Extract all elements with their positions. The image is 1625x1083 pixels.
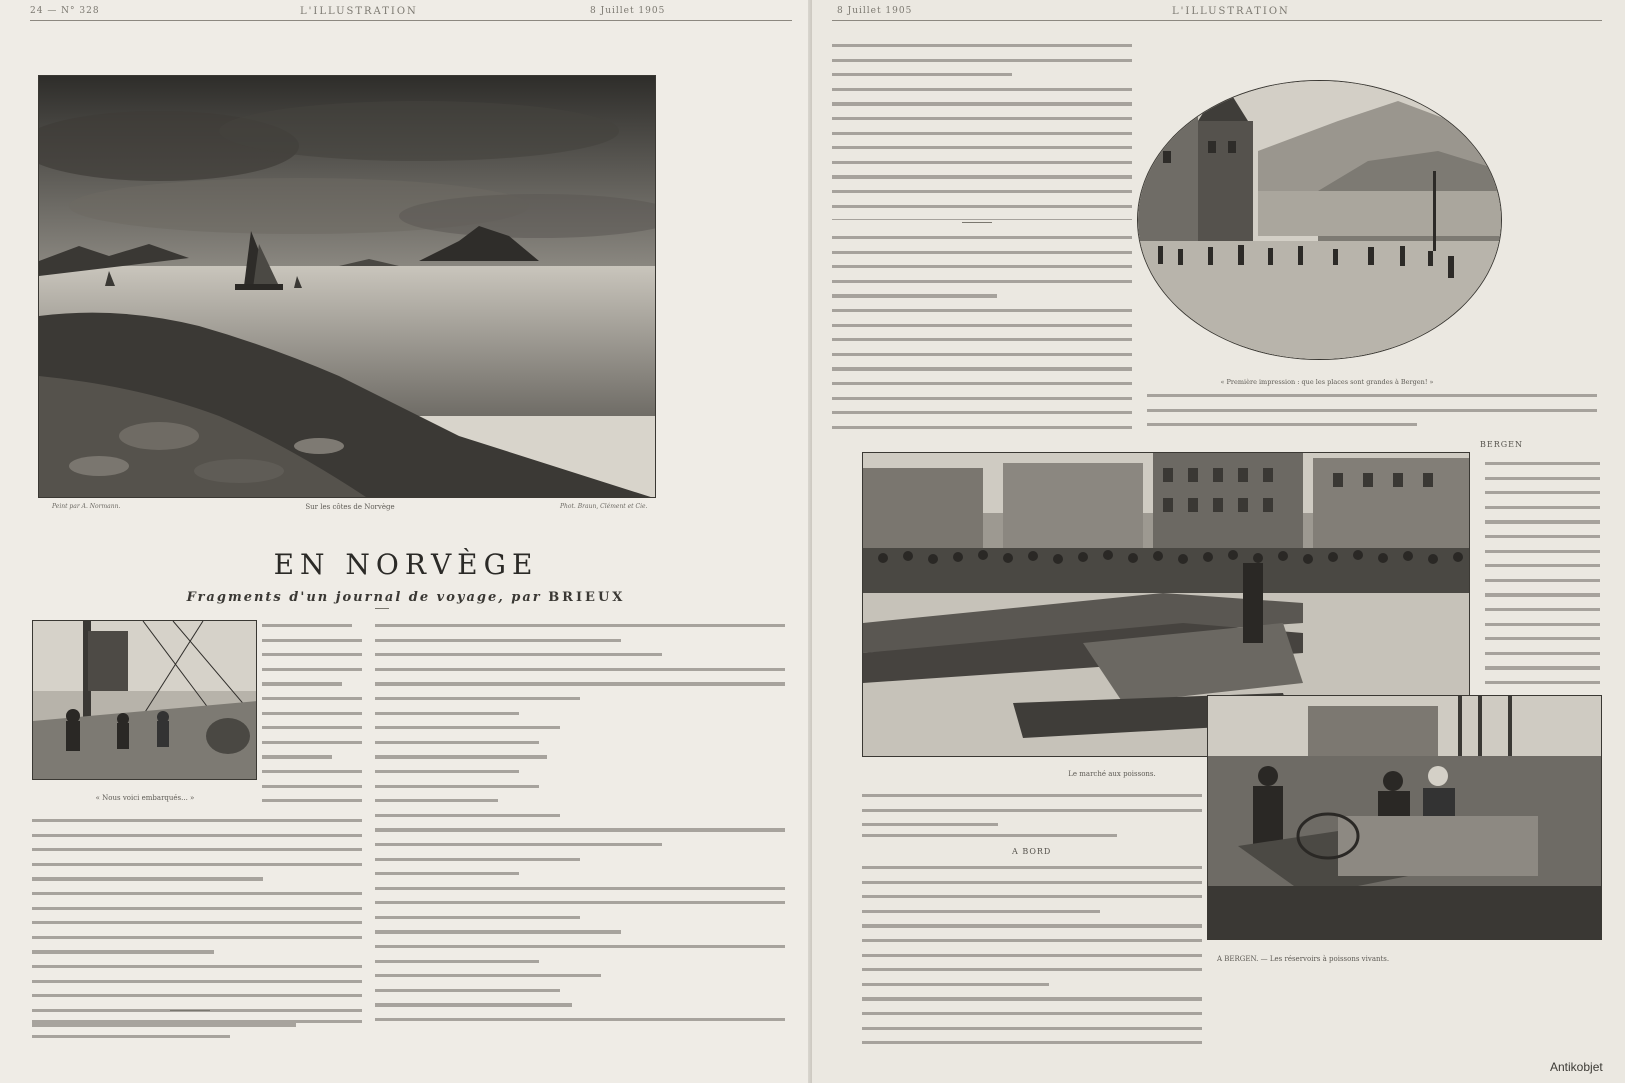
intro-text-tail [32, 1016, 362, 1038]
fish-reservoir-photo [1207, 695, 1602, 940]
seascape-photo [38, 75, 656, 498]
left-page [0, 0, 812, 1083]
fish-market-caption: Le marché aux poissons. [1068, 770, 1156, 778]
aboard-heading: A BORD [1012, 847, 1052, 856]
intro-text-column [32, 815, 362, 1035]
ship-deck-illustration [33, 621, 257, 780]
article-subtitle [0, 590, 812, 605]
top-rule [30, 20, 792, 21]
seascape-caption: Sur les côtes de Norvège [305, 503, 395, 511]
left-running-head: L'ILLUSTRATION [300, 6, 418, 17]
painter-credit: Peint par A. Normann. [52, 503, 121, 510]
fish-reservoir-caption: A BERGEN. — Les réservoirs à poissons vivants. [1217, 955, 1390, 963]
article-title: EN NORVÈGE [273, 548, 539, 581]
left-page-number: 24 — N° 328 [30, 6, 100, 16]
dialogue-text-column [375, 620, 785, 1030]
intro-text-narrow [262, 620, 362, 810]
photo-credit: Phot. Braun, Clément et Cie. [560, 503, 648, 510]
column-divider-mark [375, 608, 389, 609]
bergen-heading: BERGEN [1480, 440, 1523, 449]
aboard-text [862, 862, 1202, 1052]
departure-line [862, 830, 1202, 842]
section-ornament [962, 222, 992, 223]
journey-text [832, 232, 1132, 432]
bergen-text [1485, 458, 1600, 698]
subtitle-prefix: Fragments d'un journal de voyage, par [186, 590, 542, 605]
author-name: BRIEUX [548, 590, 626, 605]
bergen-square-illustration [1138, 81, 1502, 360]
right-page [812, 0, 1625, 1083]
departure-text [832, 40, 1132, 220]
left-date: 8 Juillet 1905 [590, 6, 666, 16]
ship-photo-caption: « Nous voici embarqués... » [95, 794, 195, 802]
column-ornament [170, 1010, 210, 1011]
right-date: 8 Juillet 1905 [837, 6, 913, 16]
bergen-square-caption: « Première impression : que les places sont grandes à Bergen! » [1220, 378, 1434, 386]
salon-text [1147, 390, 1597, 430]
seascape-illustration [39, 76, 656, 498]
ship-deck-photo [32, 620, 257, 780]
passengers-text [862, 790, 1202, 830]
watermark-text: Antikobjet [1550, 1060, 1603, 1074]
right-top-rule [832, 20, 1602, 21]
right-running-head: L'ILLUSTRATION [1172, 6, 1290, 17]
fish-reservoir-illustration [1208, 696, 1602, 940]
bergen-square-photo [1137, 80, 1502, 360]
